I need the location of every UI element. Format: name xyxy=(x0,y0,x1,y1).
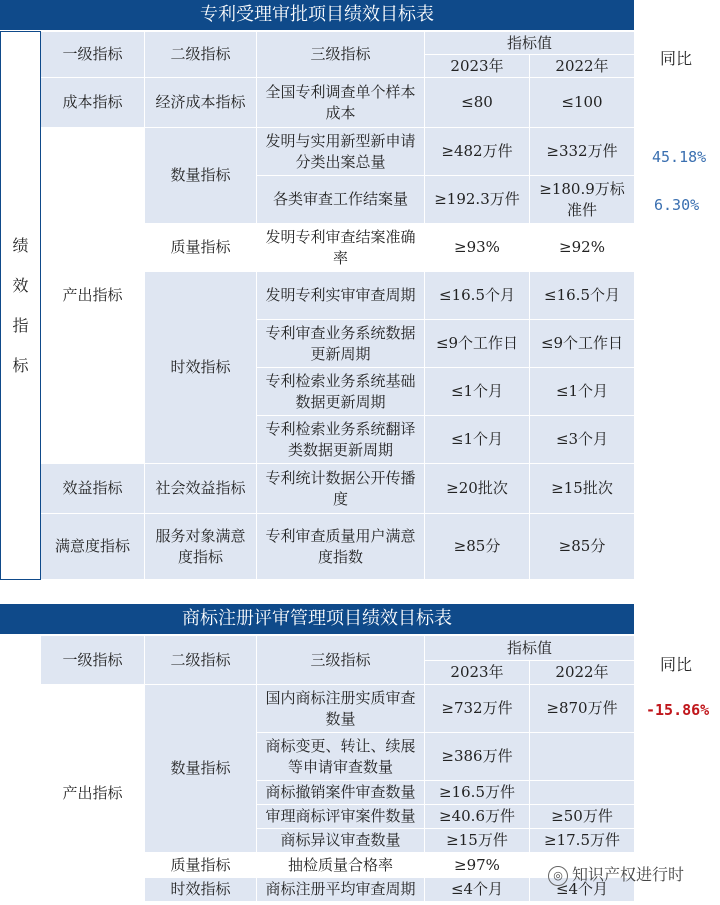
tm-time-2022: ≤4个月 xyxy=(530,878,635,902)
benefit-l2: 社会效益指标 xyxy=(145,464,257,514)
tm-qty5-2022: ≥17.5万件 xyxy=(530,829,635,853)
quality-2022: ≥92% xyxy=(530,224,635,272)
qty2-l3: 各类审查工作结案量 xyxy=(257,176,425,224)
cost-2022: ≤100 xyxy=(530,78,635,128)
tm-qty3-2022 xyxy=(530,781,635,805)
tm-qty5-l3: 商标异议审查数量 xyxy=(257,829,425,853)
tm-qty2-l3: 商标变更、转让、续展等申请审查数量 xyxy=(257,733,425,781)
tm-qty2-2023: ≥386万件 xyxy=(425,733,530,781)
tm-header-year-2022: 2022年 xyxy=(530,661,635,685)
time1-2022: ≤16.5个月 xyxy=(530,272,635,320)
benefit-l1: 效益指标 xyxy=(41,464,145,514)
quality-l2: 质量指标 xyxy=(145,224,257,272)
qty1-2023: ≥482万件 xyxy=(425,128,530,176)
qty-l2: 数量指标 xyxy=(145,128,257,224)
trademark-yoy-header: 同比 xyxy=(660,655,693,674)
tm-header-indicator-value: 指标值 xyxy=(425,636,635,661)
tm-output-l1: 产出指标 xyxy=(41,685,145,902)
tm-qty4-2022: ≥50万件 xyxy=(530,805,635,829)
tm-qty1-2023: ≥732万件 xyxy=(425,685,530,733)
time3-2023: ≤1个月 xyxy=(425,368,530,416)
qty2-2022: ≥180.9万标准件 xyxy=(530,176,635,224)
trademark-table xyxy=(0,635,635,902)
tm-qty3-l3: 商标撤销案件审查数量 xyxy=(257,781,425,805)
header-level3: 三级指标 xyxy=(257,32,425,78)
quality-2023: ≥93% xyxy=(425,224,530,272)
performance-indicator-side-label: 绩 效 指 标 xyxy=(1,32,41,580)
cost-l2: 经济成本指标 xyxy=(145,78,257,128)
time3-l3: 专利检索业务系统基础数据更新周期 xyxy=(257,368,425,416)
tm-time-l2: 时效指标 xyxy=(145,878,257,902)
wechat-icon: ◎ xyxy=(548,866,568,886)
satisfaction-l3: 专利审查质量用户满意度指数 xyxy=(257,514,425,580)
header-level1: 一级指标 xyxy=(41,32,145,78)
time2-2023: ≤9个工作日 xyxy=(425,320,530,368)
output-l1: 产出指标 xyxy=(41,128,145,464)
satisfaction-l2: 服务对象满意度指标 xyxy=(145,514,257,580)
trademark-qty1-yoy: -15.86% xyxy=(646,701,710,719)
tm-quality-l3: 抽检质量合格率 xyxy=(257,853,425,878)
header-indicator-value: 指标值 xyxy=(425,32,635,55)
header-year-2023: 2023年 xyxy=(425,55,530,78)
tm-qty1-2022: ≥870万件 xyxy=(530,685,635,733)
time4-2022: ≤3个月 xyxy=(530,416,635,464)
header-level2: 二级指标 xyxy=(145,32,257,78)
time2-2022: ≤9个工作日 xyxy=(530,320,635,368)
patent-qty2-yoy: 6.30% xyxy=(654,196,700,214)
time1-l3: 发明专利实审审查周期 xyxy=(257,272,425,320)
time-l2: 时效指标 xyxy=(145,272,257,464)
time4-l3: 专利检索业务系统翻译类数据更新周期 xyxy=(257,416,425,464)
tm-time-2023: ≤4个月 xyxy=(425,878,530,902)
tm-header-level1: 一级指标 xyxy=(41,636,145,685)
tm-qty3-2023: ≥16.5万件 xyxy=(425,781,530,805)
patent-yoy-header: 同比 xyxy=(660,49,693,68)
trademark-table-title: 商标注册评审管理项目绩效目标表 xyxy=(0,604,634,634)
benefit-2023: ≥20批次 xyxy=(425,464,530,514)
watermark-text: 知识产权进行时 xyxy=(572,865,685,884)
tm-time-l3: 商标注册平均审查周期 xyxy=(257,878,425,902)
tm-quality-l2: 质量指标 xyxy=(145,853,257,878)
cost-l3: 全国专利调查单个样本成本 xyxy=(257,78,425,128)
tm-qty5-2023: ≥15万件 xyxy=(425,829,530,853)
tm-header-year-2023: 2023年 xyxy=(425,661,530,685)
tm-qty4-l3: 审理商标评审案件数量 xyxy=(257,805,425,829)
patent-qty1-yoy: 45.18% xyxy=(652,148,707,166)
tm-qty2-2022 xyxy=(530,733,635,781)
time1-2023: ≤16.5个月 xyxy=(425,272,530,320)
qty1-2022: ≥332万件 xyxy=(530,128,635,176)
qty2-2023: ≥192.3万件 xyxy=(425,176,530,224)
patent-table xyxy=(0,31,635,580)
patent-table-title: 专利受理审批项目绩效目标表 xyxy=(0,0,634,30)
trademark-side-blank xyxy=(1,636,41,902)
satisfaction-l1: 满意度指标 xyxy=(41,514,145,580)
satisfaction-2022: ≥85分 xyxy=(530,514,635,580)
benefit-2022: ≥15批次 xyxy=(530,464,635,514)
watermark xyxy=(548,862,684,886)
header-year-2022: 2022年 xyxy=(530,55,635,78)
time2-l3: 专利审查业务系统数据更新周期 xyxy=(257,320,425,368)
tm-qty1-l3: 国内商标注册实质审查数量 xyxy=(257,685,425,733)
cost-l1: 成本指标 xyxy=(41,78,145,128)
qty1-l3: 发明与实用新型新申请分类出案总量 xyxy=(257,128,425,176)
tm-quality-2023: ≥97% xyxy=(425,853,530,878)
time4-2023: ≤1个月 xyxy=(425,416,530,464)
tm-qty4-2023: ≥40.6万件 xyxy=(425,805,530,829)
quality-l3: 发明专利审查结案准确率 xyxy=(257,224,425,272)
satisfaction-2023: ≥85分 xyxy=(425,514,530,580)
tm-header-level3: 三级指标 xyxy=(257,636,425,685)
cost-2023: ≤80 xyxy=(425,78,530,128)
time3-2022: ≤1个月 xyxy=(530,368,635,416)
tm-header-level2: 二级指标 xyxy=(145,636,257,685)
benefit-l3: 专利统计数据公开传播度 xyxy=(257,464,425,514)
tm-qty-l2: 数量指标 xyxy=(145,685,257,853)
